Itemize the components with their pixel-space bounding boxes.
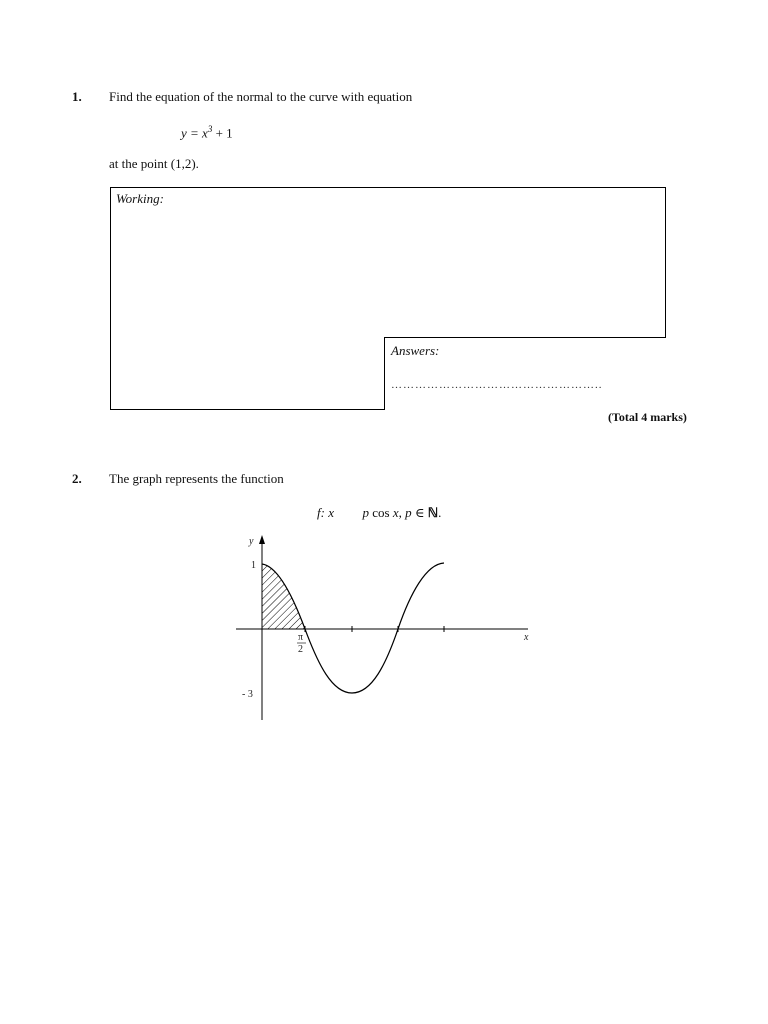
cosine-graph <box>232 530 542 734</box>
shaded-area <box>262 564 305 629</box>
func-end: . <box>438 505 442 520</box>
answer-line[interactable]: …………………………………………….. <box>391 379 603 391</box>
func-param-2: p <box>405 505 412 520</box>
func-name: f <box>317 505 321 520</box>
naturals-symbol: ℕ <box>427 505 439 520</box>
q1-equation <box>181 124 233 141</box>
q1-point-text: at the point (1,2). <box>109 156 199 171</box>
q1-total-marks: (Total 4 marks) <box>608 410 687 424</box>
y-max-label: 1 <box>251 560 256 571</box>
func-param: p <box>362 505 369 520</box>
q2-function-def: f: x p cos x, p ∈ ℕ. <box>317 505 442 520</box>
equation-exponent: 3 <box>207 124 213 134</box>
q1-prompt: Find the equation of the normal to the curve with equation <box>109 89 413 104</box>
y-min-label: - 3 <box>242 689 253 700</box>
equation-lhs: y = x <box>181 125 208 141</box>
x-axis-label: x <box>524 632 529 643</box>
answer-box-outline <box>110 187 666 410</box>
working-answer-box <box>110 187 666 410</box>
working-label: Working: <box>116 191 164 206</box>
pi-over-2-denominator: 2 <box>298 644 303 655</box>
graph-svg <box>232 530 542 730</box>
q2-number: 2. <box>72 471 82 486</box>
func-var: : x <box>320 505 334 520</box>
y-axis-arrow <box>259 535 265 544</box>
element-of-symbol: ∈ <box>414 505 425 520</box>
pi-over-2-numerator: π <box>298 632 304 643</box>
q1-number: 1. <box>72 89 82 104</box>
answers-label: Answers: <box>391 343 440 358</box>
q2-prompt: The graph represents the function <box>109 471 284 486</box>
func-cos: cos <box>372 505 390 520</box>
equation-rhs: + 1 <box>212 125 233 141</box>
func-arg: x <box>392 505 399 520</box>
y-axis-label: y <box>249 536 254 547</box>
